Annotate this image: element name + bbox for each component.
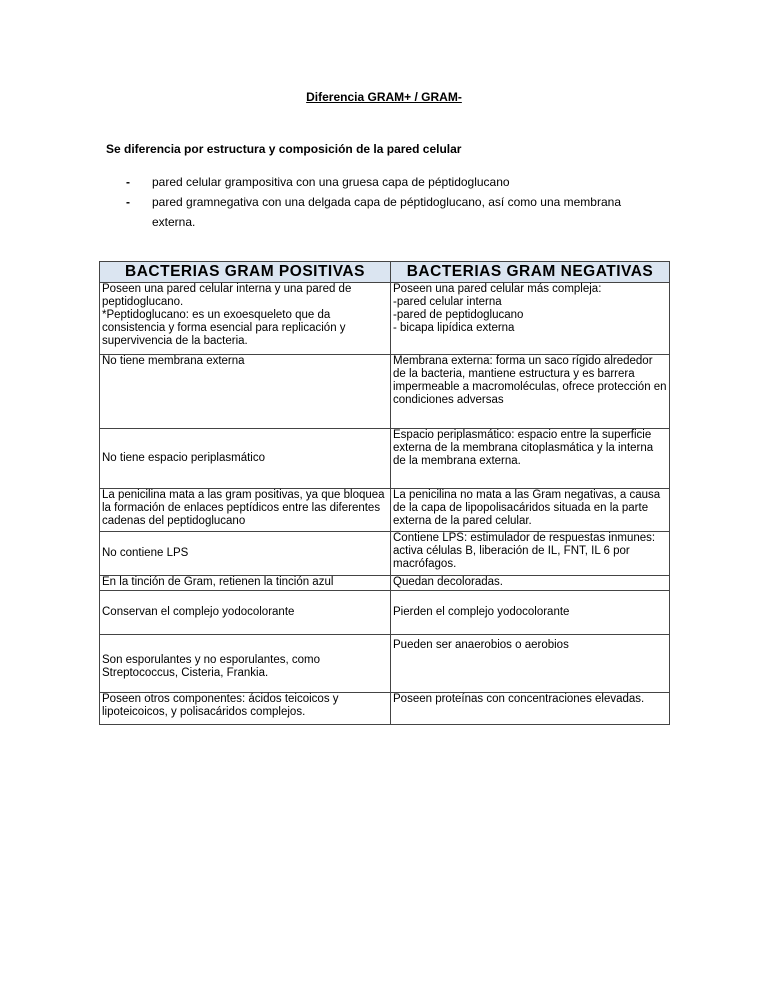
cell-negative [391,355,670,429]
cell-text: Poseen una pared celular más compleja: [393,283,602,295]
cell-text: Pueden ser anaerobios o aerobios [393,639,569,651]
cell-text: En la tinción de Gram, retienen la tinción azul [102,576,334,588]
cell-text: Conservan el complejo yodocolorante [102,606,295,618]
cell-positive [100,489,391,532]
cell-positive [100,635,391,693]
cell-text: Son esporulantes y no esporulantes, como Streptococcus, Cisteria, Frankia. [102,654,320,679]
cell-text: Pierden el complejo yodocolorante [393,606,570,618]
bullet-text: pared gramnegativa con una delgada capa de péptidoglucano, así como una membrana externa. [152,195,621,229]
bullet-marker: - [126,195,130,209]
header-gram-negativas: BACTERIAS GRAM NEGATIVAS [391,262,670,283]
cell-text: Poseen otros componentes: ácidos teicoicos y lipoteicoicos, y polisacáridos complejos. [102,693,339,718]
cell-negative [391,489,670,532]
cell-negative [391,283,670,355]
bullet-item [124,172,644,192]
cell-negative [391,591,670,635]
document-title: Diferencia GRAM+ / GRAM- [306,90,462,104]
cell-text: Espacio periplasmático: espacio entre la superficie externa de la membrana citoplasmática y la interna de la membrana externa. [393,429,654,467]
cell-text: Membrana externa: forma un saco rígido alrededor de la bacteria, mantiene estructura y es barrera impermeable a macromoléculas, ofrece protección en condiciones adversas [393,355,667,406]
bullet-marker: - [126,175,130,189]
table-header-row [100,262,670,283]
cell-positive [100,576,391,591]
cell-text: Poseen una pared celular interna y una pared de peptidoglucano. [102,283,352,308]
cell-negative [391,532,670,576]
bullet-list [124,172,644,232]
document-subtitle: Se diferencia por estructura y composición de la pared celular [106,142,462,156]
table-row [100,489,670,532]
table-row [100,693,670,725]
cell-positive [100,591,391,635]
table-row [100,591,670,635]
cell-text: -pared celular interna [393,296,502,308]
cell-negative [391,576,670,591]
cell-text: Quedan decoloradas. [393,576,503,588]
cell-text: No tiene espacio periplasmático [102,452,266,464]
cell-positive [100,355,391,429]
table-row [100,576,670,591]
cell-negative [391,693,670,725]
cell-text: No tiene membrana externa [102,355,245,367]
cell-text: La penicilina no mata a las Gram negativas, a causa de la capa de lipopolisacáridos situada en la parte externa de la pared celular. [393,489,661,527]
cell-text: Poseen proteínas con concentraciones elevadas. [393,693,645,705]
cell-positive [100,693,391,725]
table-row [100,283,670,355]
cell-negative [391,635,670,693]
bullet-text: pared celular grampositiva con una gruesa capa de péptidoglucano [152,175,510,189]
cell-positive [100,283,391,355]
cell-text: No contiene LPS [102,547,189,559]
cell-text: -pared de peptidoglucano [393,309,524,321]
cell-text: *Peptidoglucano: es un exoesqueleto que da consistencia y forma esencial para replicación y supervivencia de la bacteria. [102,309,346,347]
bullet-item [124,192,644,232]
table-row [100,532,670,576]
cell-text: La penicilina mata a las gram positivas, ya que bloquea la formación de enlaces peptídicos entre las diferentes cadenas del peptidoglucano [102,489,385,527]
comparison-table [99,261,670,725]
table-row [100,355,670,429]
cell-positive [100,532,391,576]
cell-positive [100,429,391,489]
header-gram-positivas: BACTERIAS GRAM POSITIVAS [100,262,391,283]
cell-negative [391,429,670,489]
cell-text: - bicapa lipídica externa [393,322,515,334]
table-row [100,429,670,489]
cell-text: Contiene LPS: estimulador de respuestas inmunes: activa células B, liberación de IL, FNT, IL 6 por macrófagos. [393,532,656,570]
table-row [100,635,670,693]
